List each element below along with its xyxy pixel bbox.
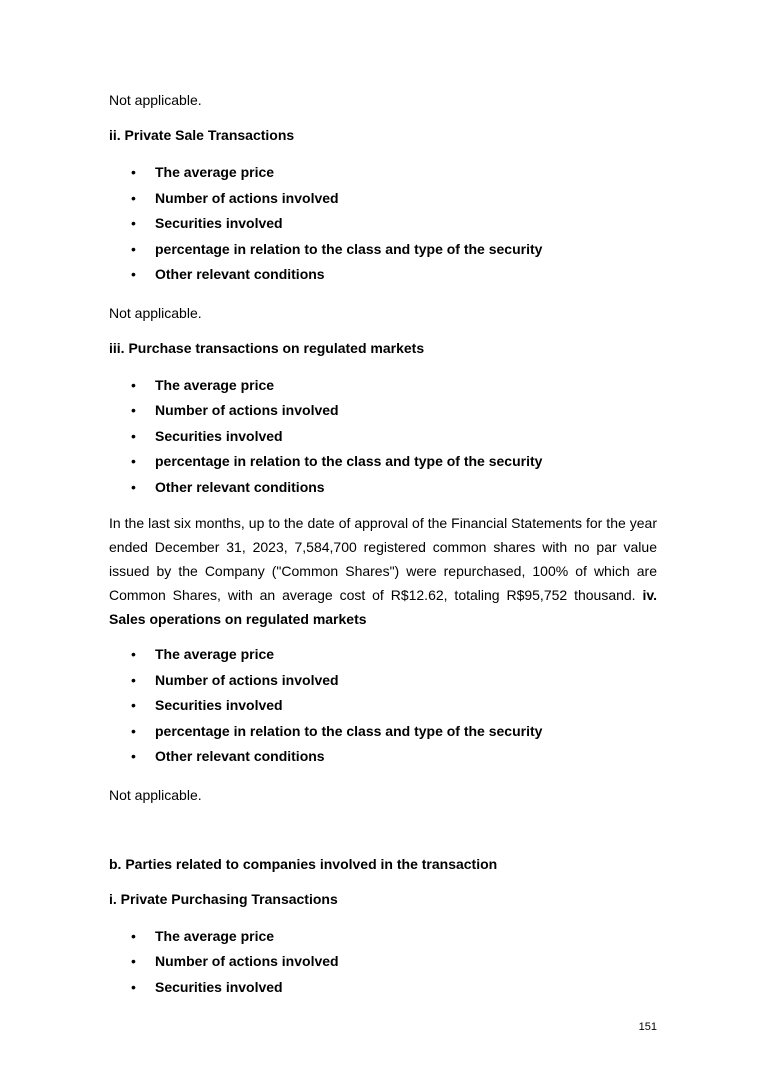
list-item: • Other relevant conditions [109, 262, 657, 288]
list-item: • Number of actions involved [109, 186, 657, 212]
parties-related-heading: b. Parties related to companies involved in the transaction [109, 855, 498, 872]
list-item: • percentage in relation to the class and type of the security [109, 719, 657, 745]
list-item: • Number of actions involved [109, 398, 657, 424]
page-number: 151 [638, 1021, 657, 1033]
purchase-regulated-heading: iii. Purchase transactions on regulated markets [109, 339, 425, 356]
purchase-regulated-list [109, 373, 657, 501]
not-applicable-text: Not applicable. [109, 304, 202, 321]
list-item: • Securities involved [109, 975, 657, 1001]
private-purchasing-list [109, 924, 657, 1001]
list-item: • The average price [109, 160, 657, 186]
repurchase-paragraph [109, 511, 657, 631]
list-item: • The average price [109, 373, 657, 399]
private-sale-heading: ii. Private Sale Transactions [109, 127, 295, 143]
list-item: • Other relevant conditions [109, 475, 657, 501]
list-item: • percentage in relation to the class and type of the security [109, 449, 657, 475]
list-item: • Other relevant conditions [109, 744, 657, 770]
list-item: • percentage in relation to the class and type of the security [109, 237, 657, 263]
list-item: • Securities involved [109, 693, 657, 719]
list-item: • Number of actions involved [109, 949, 657, 975]
spacer [109, 820, 657, 854]
private-sale-list [109, 160, 657, 288]
page-content [109, 90, 657, 1015]
not-applicable-text: Not applicable. [109, 786, 202, 803]
list-item: • The average price [109, 642, 657, 668]
list-item: • Number of actions involved [109, 668, 657, 694]
list-item: • Securities involved [109, 211, 657, 237]
repurchase-text: In the last six months, up to the date of approval of the Financial Statements for the year ended December 31, 2023, 7,584,700 registered common shares with no par value issued by the Company ("Common Shares") were repurchased, 100% of which are Common Shares, with an average cost of R$12.62, totaling R$95,752 thousand. [109, 515, 657, 603]
sales-regulated-list [109, 642, 657, 770]
list-item: • Securities involved [109, 424, 657, 450]
private-purchasing-heading: i. Private Purchasing Transactions [109, 890, 338, 907]
not-applicable-text: Not applicable. [109, 92, 202, 108]
list-item: • The average price [109, 924, 657, 950]
sales-regulated-heading: iv. Sales operations on regulated markets [109, 587, 658, 627]
